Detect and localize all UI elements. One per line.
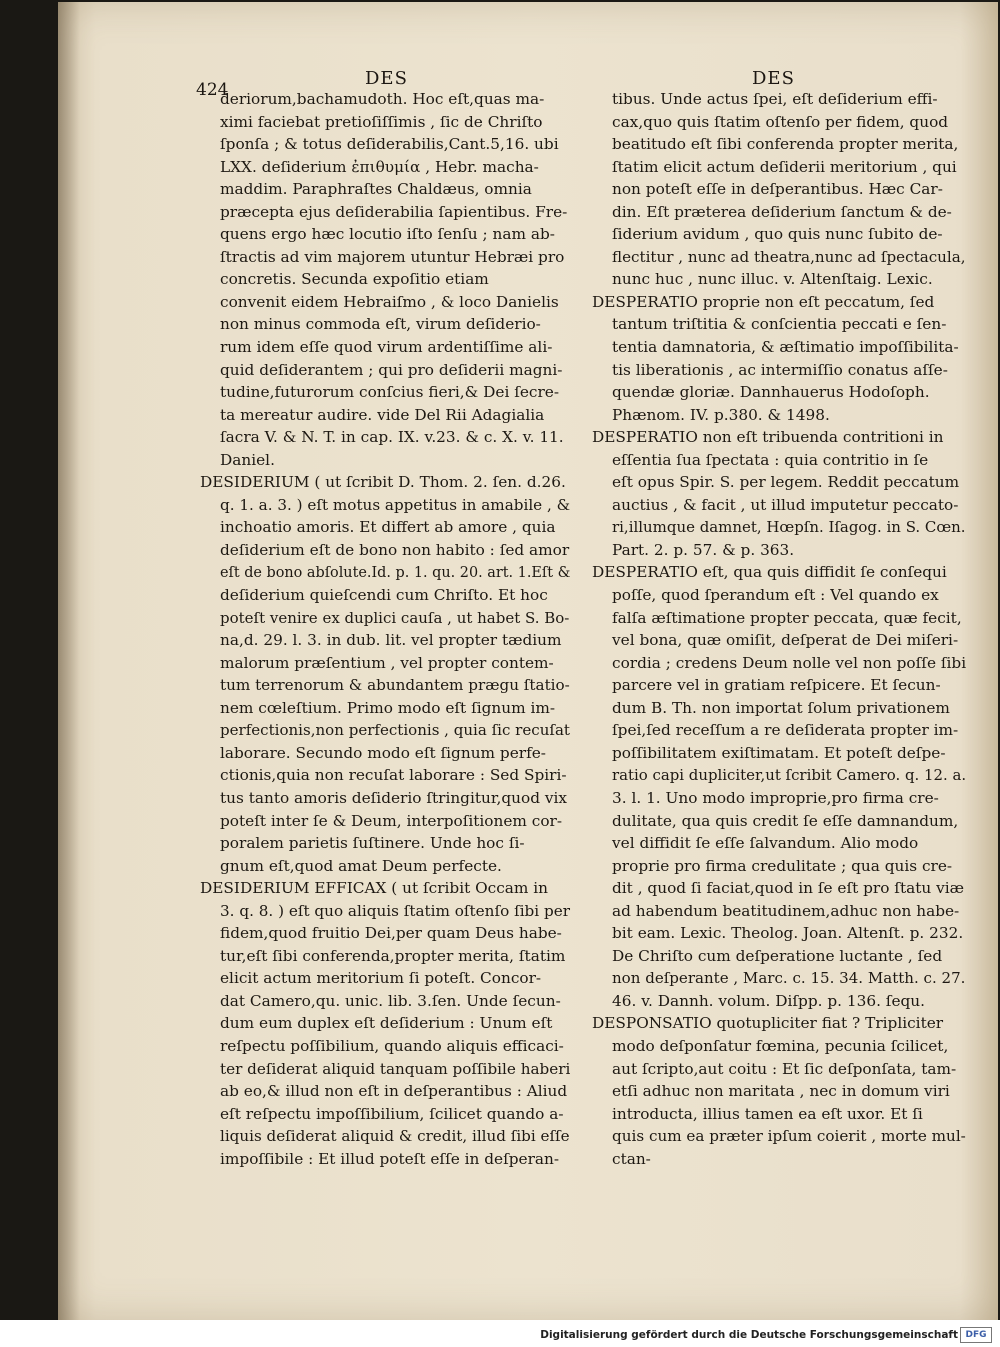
dfg-logo-icon: DFG — [960, 1327, 992, 1343]
text-line: inchoatio amoris. Et differt ab amore , quia — [220, 518, 556, 537]
text-line: falſa æſtimatione propter peccata, quæ fecit, — [612, 608, 962, 627]
text-line: tis liberationis , ac intermiſſio conatus aſſe- — [612, 360, 948, 379]
text-line: aut ſcripto,aut coitu : Et ſic deſponſata, tam- — [612, 1059, 957, 1078]
text-line: concretis. Secunda expoſitio etiam — [220, 270, 489, 289]
text-line: impoſſibile : Et illud poteſt eſſe in deſperan- — [220, 1149, 560, 1168]
text-line: tudine,futurorum conſcius fieri,& Dei ſecre- — [220, 383, 560, 402]
text-line: proprie pro firma credulitate ; qua quis cre- — [612, 856, 953, 875]
text-line: maddim. Paraphraſtes Chaldæus, omnia — [220, 180, 532, 199]
text-line: malorum præſentium , vel propter contem- — [220, 653, 554, 672]
text-line: reſpectu poſſibilium, quando aliquis efficaci- — [220, 1036, 564, 1055]
text-line: eſt opus Spir. S. per legem. Reddit peccatum — [612, 473, 960, 492]
text-line: etſi adhuc non maritata , nec in domum viri — [612, 1082, 950, 1101]
text-line: eſſentia ſua ſpectata : quia contritio in ſe — [612, 450, 929, 469]
text-line: non minus commoda eſt, virum deſiderio- — [220, 315, 541, 334]
text-line: De Chriſto cum deſperatione luctante , ſed — [612, 946, 943, 965]
text-line: na,d. 29. l. 3. in dub. lit. vel propter tædium — [220, 631, 562, 650]
text-line: dum B. Th. non importat ſolum privationem — [612, 698, 950, 717]
text-line: DESIDERIUM ( ut ſcribit D. Thom. 2. ſen. d.26. — [200, 473, 566, 492]
text-line: dat Camero,qu. unic. lib. 3.ſen. Unde ſecun- — [220, 991, 561, 1010]
text-line: din. Eſt præterea deſiderium ſanctum & de- — [612, 202, 952, 221]
left-column — [200, 88, 570, 1170]
text-line: vel bona, quæ omiſit, deſperat de Dei miſeri- — [612, 631, 959, 650]
text-line: perfectionis,non perfectionis , quia ſic recuſat — [220, 721, 570, 740]
text-line: introducta, illius tamen ea eſt uxor. Et ſi — [612, 1104, 923, 1123]
text-line: nunc huc , nunc illuc. v. Altenſtaig. Lexic. — [612, 270, 933, 289]
text-line: parcere vel in gratiam reſpicere. Et ſecun- — [612, 676, 941, 695]
text-line: dum eum duplex eſt deſiderium : Unum eſt — [220, 1014, 553, 1033]
text-line: gnum eſt,quod amat Deum perfecte. — [220, 856, 502, 875]
text-line: convenit eidem Hebraiſmo , & loco Danielis — [220, 292, 559, 311]
text-line: deſiderium quieſcendi cum Chriſto. Et hoc — [220, 586, 548, 605]
text-line: tentia damnatoria, & æſtimatio impoſſibilita- — [612, 338, 959, 357]
text-line: ſiderium avidum , quo quis nunc ſubito de- — [612, 225, 943, 244]
text-line: tus tanto amoris deſiderio ſtringitur,quod vix — [220, 788, 568, 807]
text-line: DESIDERIUM EFFICAX ( ut ſcribit Occam in — [200, 879, 549, 898]
text-line: ratio capi dupliciter,ut ſcribit Camero. q. 12. a. — [612, 766, 967, 785]
text-line: DESPERATIO eſt, qua quis diffidit ſe conſequi — [592, 563, 947, 582]
text-line: 3. q. 8. ) eſt quo aliquis ſtatim oſtenſo ſibi per — [220, 901, 570, 920]
text-line: flectitur , nunc ad theatra,nunc ad ſpectacula, — [612, 247, 966, 266]
text-line: cordia ; credens Deum nolle vel non poſſe ſibi — [612, 653, 967, 672]
text-line: tibus. Unde actus ſpei, eſt deſiderium effi- — [612, 90, 938, 108]
text-line: poſſe, quod ſperandum eſt : Vel quando ex — [612, 586, 939, 605]
text-line: quens ergo hæc locutio iſto ſenſu ; nam ab- — [220, 225, 555, 244]
text-line: non deſperante , Marc. c. 15. 34. Matth. c. 27. — [612, 969, 966, 988]
text-line: LXX. deſiderium ἐπιθυμία , Hebr. macha- — [220, 157, 539, 176]
text-line: q. 1. a. 3. ) eſt motus appetitus in amabile , & — [220, 495, 571, 514]
text-line: eſt reſpectu impoſſibilium, ſcilicet quando a- — [220, 1104, 564, 1123]
text-line: modo deſponſatur fœmina, pecunia ſcilicet, — [612, 1036, 949, 1055]
text-line: tum terrenorum & abundantem prægu ſtatio- — [220, 676, 570, 695]
text-line: ta mereatur audire. vide Del Rii Adagialia — [220, 405, 545, 424]
text-line: bit eam. Lexic. Theolog. Joan. Altenſt. p. 232. — [612, 924, 964, 943]
text-line: ab eo,& illud non eſt in deſperantibus : Aliud — [220, 1082, 568, 1101]
text-line: Phænom. IV. p.380. & 1498. — [612, 405, 830, 424]
text-line: tur,eſt ſibi conferenda,propter merita, ſtatim — [220, 946, 566, 965]
text-line: ſacra V. & N. T. in cap. IX. v.23. & c. X. v. 11. — [220, 428, 564, 447]
text-line: DESPONSATIO quotupliciter fiat ? Tripliciter — [592, 1014, 944, 1033]
text-line: ſpei,ſed receſſum a re deſiderata propter im- — [612, 721, 959, 740]
text-line: poteſt venire ex duplici cauſa , ut habet S. Bo- — [220, 608, 570, 627]
text-line: 3. l. 1. Uno modo improprie,pro firma cre- — [612, 788, 939, 807]
text-line: Daniel. — [220, 450, 275, 469]
text-line: quid deſiderantem ; qui pro deſiderii magni- — [220, 360, 563, 379]
text-line: ad habendum beatitudinem,adhuc non habe- — [612, 901, 960, 920]
text-line: eſt de bono abſolute.Id. p. 1. qu. 20. art. 1.Eſt & — [220, 563, 571, 582]
text-line: DESPERATIO non eſt tribuenda contritioni in — [592, 428, 944, 447]
text-line: 46. v. Dannh. volum. Diſpp. p. 136. ſequ. — [612, 991, 926, 1010]
text-line: ri,illumque damnet, Hœpſn. Iſagog. in S. Cœn. — [612, 518, 966, 537]
text-line: laborare. Secundo modo eſt ſignum perfe- — [220, 743, 546, 762]
text-line: quis cum ea præter ipſum coierit , morte mul- — [612, 1127, 966, 1146]
text-line: vel diffidit ſe eſſe ſalvandum. Alio modo — [612, 834, 919, 853]
text-line: dulitate, qua quis credit ſe eſſe damnandum, — [612, 811, 959, 830]
text-line: ximi faciebat pretioſiſſimis , ſic de Chriſto — [220, 112, 543, 131]
text-line: poteſt inter ſe & Deum, interpoſitionem cor- — [220, 811, 563, 830]
text-line: rum idem eſſe quod virum ardentiſſime ali- — [220, 338, 553, 357]
text-line: ſtractis ad vim majorem utuntur Hebræi pro — [220, 247, 565, 266]
text-line: ſponſa ; & totus deſiderabilis,Cant.5,16. ubi — [220, 135, 559, 154]
text-line: deriorum,bachamudoth. Hoc eſt,quas ma- — [220, 90, 545, 108]
text-line: Part. 2. p. 57. & p. 363. — [612, 540, 795, 559]
text-line: deſiderium eſt de bono non habito : ſed amor — [220, 540, 570, 559]
running-head-left: DES — [365, 68, 408, 89]
text-line: ctionis,quia non recuſat laborare : Sed Spiri- — [220, 766, 567, 785]
right-column — [592, 88, 966, 1170]
footer-credit: Digitalisierung gefördert durch die Deutsche Forschungsgemeinschaft — [540, 1329, 958, 1341]
text-line: tantum triſtitia & conſcientia peccati e ſen- — [612, 315, 947, 334]
text-line: DESPERATIO proprie non eſt peccatum, ſed — [592, 292, 935, 311]
text-line: ſtatim elicit actum deſiderii meritorium , qui — [612, 157, 957, 176]
text-line: elicit actum meritorium ſi poteſt. Concor- — [220, 969, 542, 988]
text-line: liquis deſiderat aliquid & credit, illud ſibi eſſe — [220, 1127, 570, 1146]
text-line: dit , quod ſi faciat,quod in ſe eſt pro ſtatu viæ — [612, 879, 965, 898]
text-line: fidem,quod fruitio Dei,per quam Deus habe- — [220, 924, 562, 943]
text-line: quendæ gloriæ. Dannhauerus Hodoſoph. — [612, 383, 930, 402]
text-line: præcepta ejus deſiderabilia ſapientibus. Fre- — [220, 202, 568, 221]
running-head-right: DES — [752, 68, 795, 89]
text-line: cax,quo quis ſtatim oſtenſo per fidem, quod — [612, 112, 949, 131]
text-line: auctius , & facit , ut illud imputetur peccato- — [612, 495, 959, 514]
text-line: non poteſt eſſe in deſperantibus. Hæc Car- — [612, 180, 943, 199]
text-line: poſſibilitatem exiſtimatam. Et poteſt deſpe- — [612, 743, 946, 762]
text-line: poralem parietis ſuſtinere. Unde hoc ſi- — [220, 834, 525, 853]
text-line: ter deſiderat aliquid tanquam poſſibile haberi — [220, 1059, 571, 1078]
text-line: ctan- — [612, 1149, 651, 1168]
text-line: nem cœleſtium. Primo modo eſt ſignum im- — [220, 698, 556, 717]
gutter-shadow — [58, 2, 80, 1320]
text-line: beatitudo eſt ſibi conferenda propter merita, — [612, 135, 959, 154]
page-number: 424 — [196, 80, 229, 100]
